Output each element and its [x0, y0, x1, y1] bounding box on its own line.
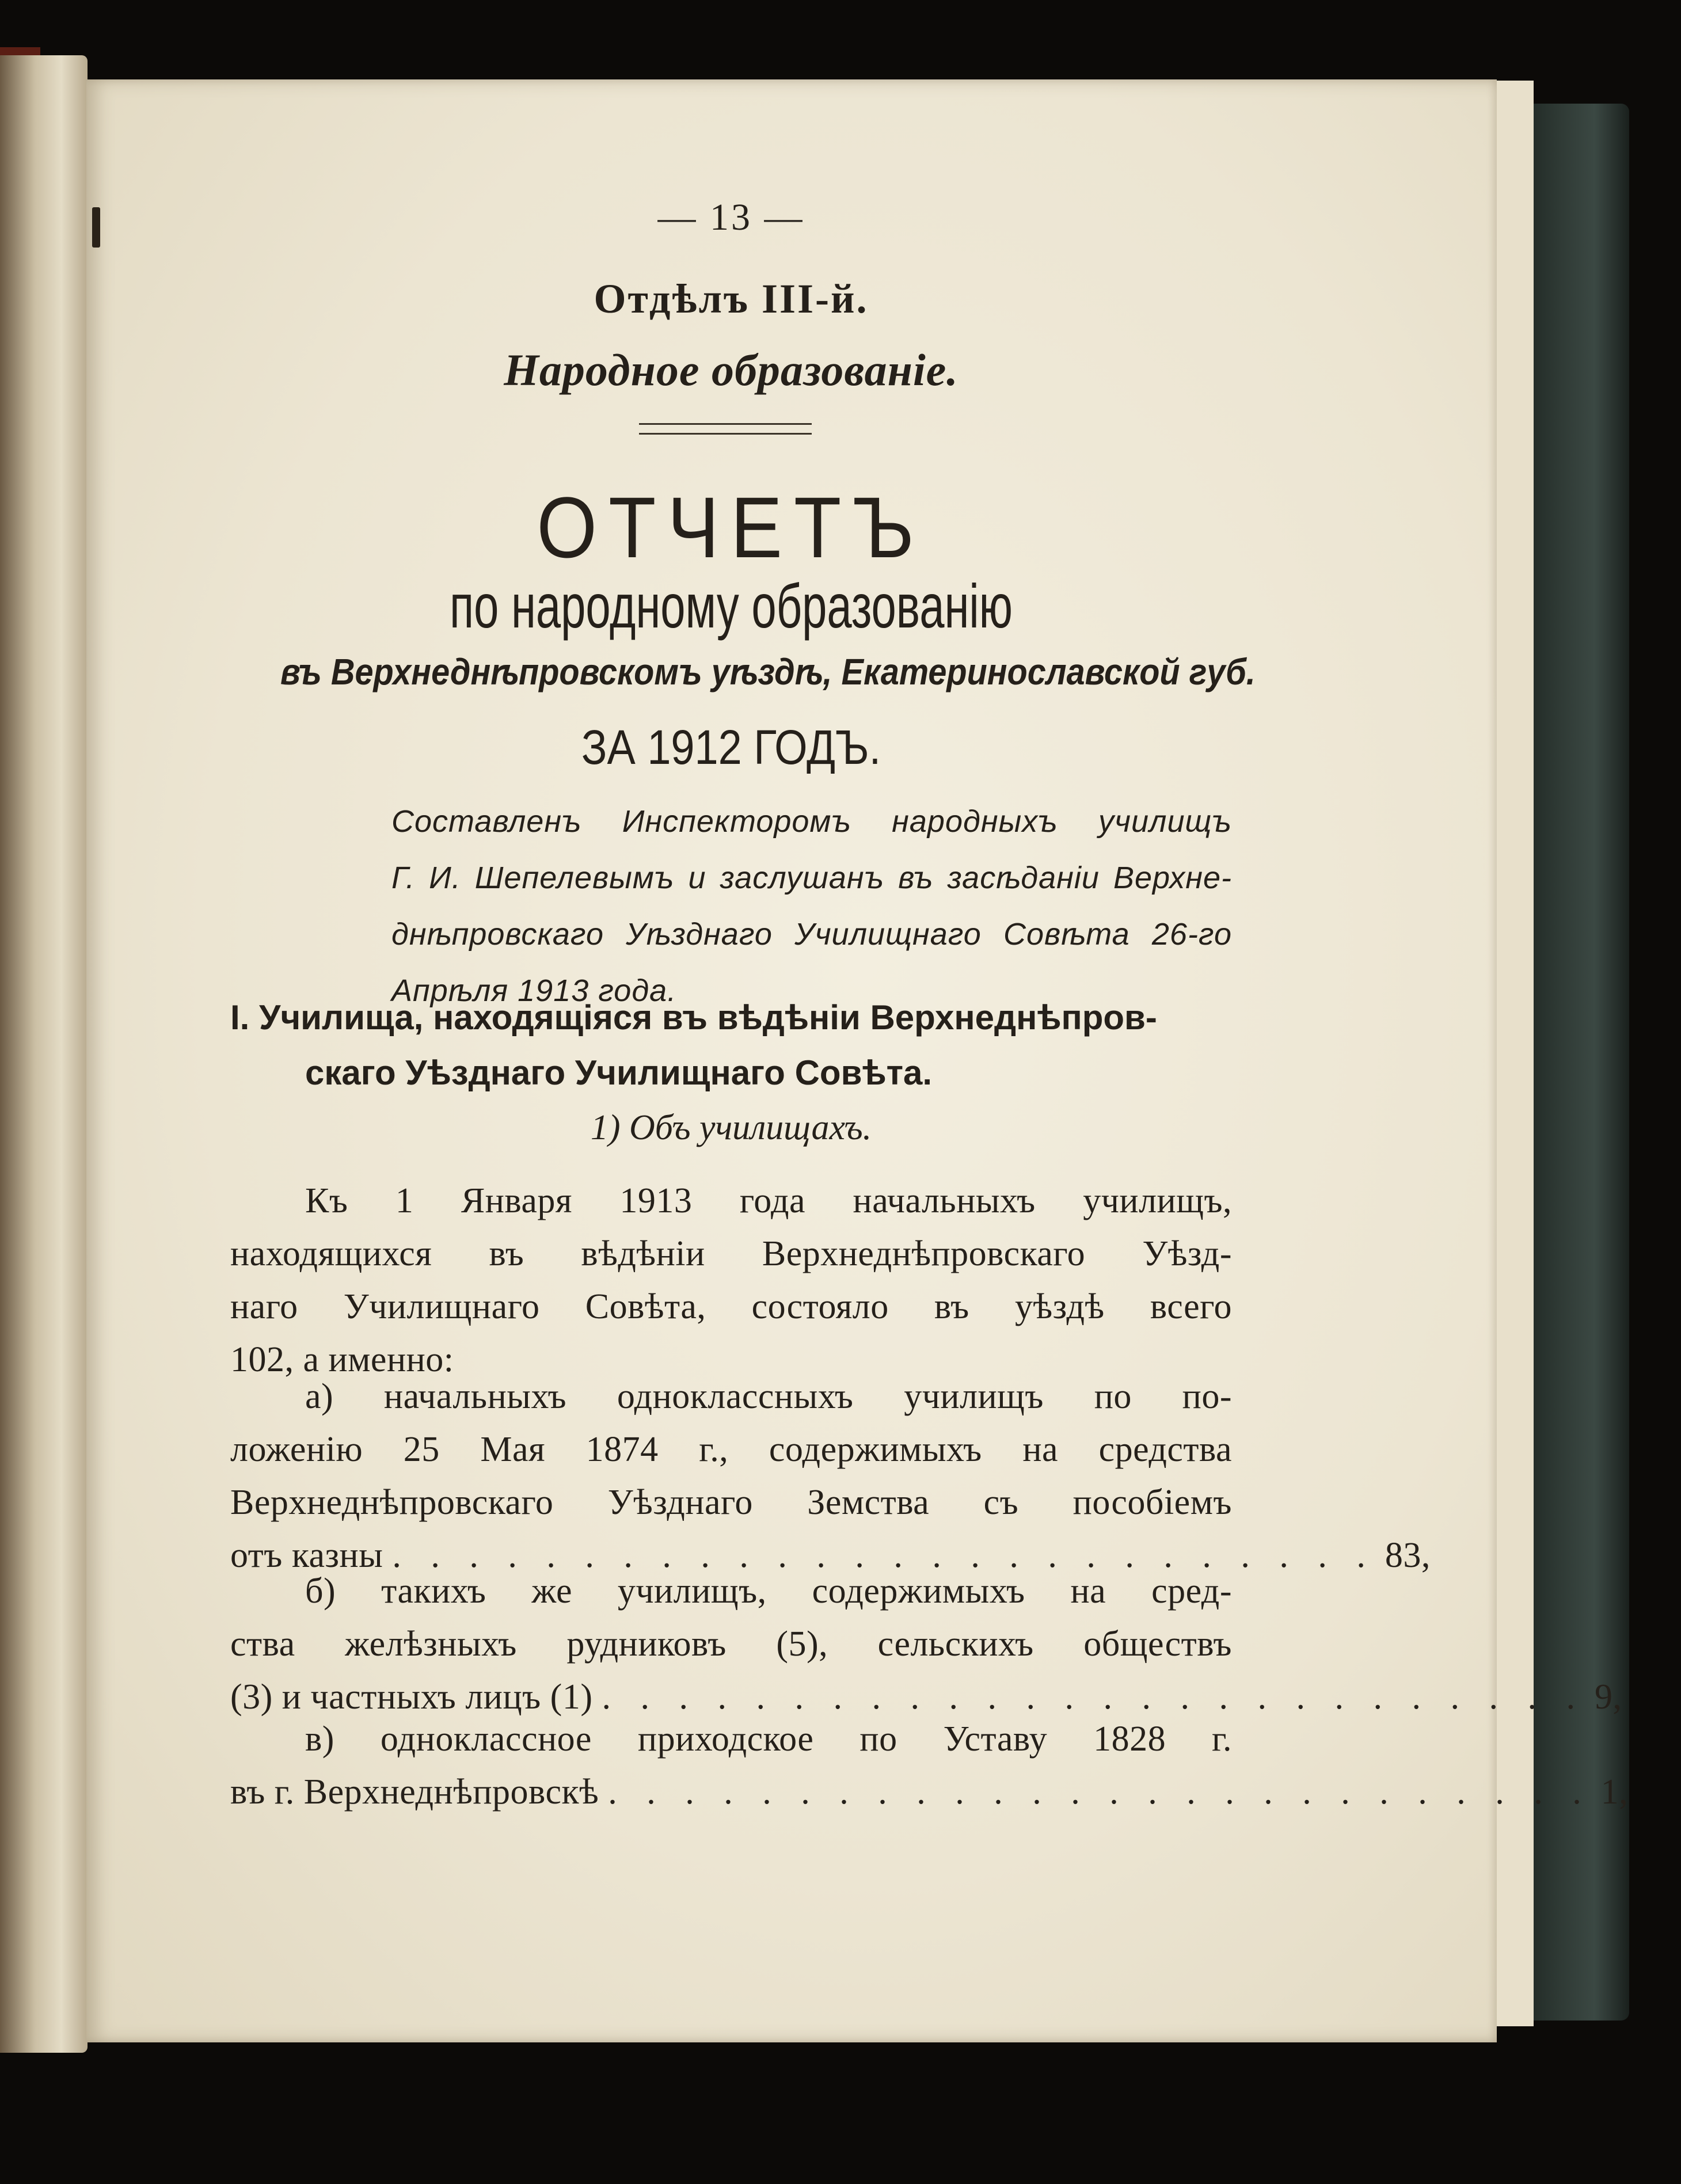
chapter-heading: [230, 990, 1232, 1101]
page-number: — 13 —: [657, 196, 805, 238]
school-count: 9,: [1594, 1677, 1622, 1717]
report-year: ЗА 1912 ГОДЪ.: [581, 720, 881, 774]
section-subtitle: Народное образованіе.: [504, 345, 959, 395]
paragraph-line: ложенію 25 Мая 1874 г., содержимыхъ на средства: [230, 1430, 1232, 1469]
list-item-c: [230, 1713, 1629, 1818]
compiled-note-line: Апрѣля 1913 года.: [391, 973, 677, 1008]
paragraph-line: Верхнеднѣпровскаго Уѣзднаго Земства съ пособіемъ: [230, 1483, 1232, 1522]
compiled-note-line: Г. И. Шепелевымъ и заслушанъ въ засѣданіи Верхне-: [391, 861, 1232, 895]
report-title: ОТЧЕТЪ: [537, 479, 926, 576]
leader-text: (3) и частныхъ лицъ (1): [230, 1677, 593, 1717]
paragraph-line: б) такихъ же училищъ, содержимыхъ на сред-: [305, 1572, 1232, 1611]
chapter-heading-line: скаго Уѣзднаго Училищнаго Совѣта.: [305, 1053, 933, 1092]
leader-dots: . . . . . . . . . . . . . . . . . . . . . . . . . .: [608, 1772, 1592, 1812]
subsection-title: 1) Объ училищахъ.: [590, 1108, 872, 1147]
intro-paragraph: [230, 1174, 1232, 1386]
paragraph-line: наго Училищнаго Совѣта, состояло въ уѣздѣ всего: [230, 1287, 1232, 1326]
report-subtitle: по народному образованію: [450, 571, 1013, 641]
paragraph-line: ства желѣзныхъ рудниковъ (5), сельскихъ обществъ: [230, 1624, 1232, 1664]
gutter-mark: [92, 207, 100, 248]
report-region: въ Верхнеднѣпровскомъ уѣздѣ, Екатеринославской губ.: [280, 651, 1256, 693]
page-block-edge: [1491, 81, 1534, 2026]
paragraph-line: а) начальныхъ одноклассныхъ училищъ по по-: [305, 1377, 1232, 1416]
compiled-note: [391, 793, 1232, 1019]
section-title: Отдѣлъ III-й.: [594, 276, 869, 322]
leader-dots: . . . . . . . . . . . . . . . . . . . . . . . . . .: [392, 1536, 1376, 1575]
paragraph-line: Къ 1 Января 1913 года начальныхъ училищъ,: [305, 1181, 1232, 1220]
leader-text: въ г. Верхнеднѣпровскѣ: [230, 1772, 599, 1812]
compiled-note-line: Составленъ Инспекторомъ народныхъ училищъ: [391, 804, 1232, 839]
leader-row: [230, 1766, 1629, 1818]
left-page-edge: [0, 55, 88, 2053]
list-item-b: [230, 1565, 1622, 1723]
divider-rule: [639, 433, 812, 435]
school-count: 1,: [1600, 1772, 1629, 1812]
paragraph-line: находящихся въ вѣдѣніи Верхнеднѣпровскаго Уѣзд-: [230, 1234, 1232, 1273]
chapter-heading-line: I. Училища, находящіяся въ вѣдѣніи Верхнеднѣпров-: [230, 998, 1157, 1037]
compiled-note-line: днѣпровскаго Уѣзднаго Училищнаго Совѣта 26-го: [391, 917, 1232, 952]
divider-rule: [639, 423, 812, 425]
leader-dots: . . . . . . . . . . . . . . . . . . . . . . . . . .: [602, 1677, 1585, 1717]
paragraph-line: в) одноклассное приходское по Уставу 1828 г.: [305, 1719, 1232, 1759]
leader-text: отъ казны: [230, 1536, 383, 1575]
school-count: 83,: [1385, 1536, 1431, 1575]
paragraph-line: 102, а именно:: [230, 1340, 454, 1379]
list-item-a: [230, 1370, 1431, 1582]
